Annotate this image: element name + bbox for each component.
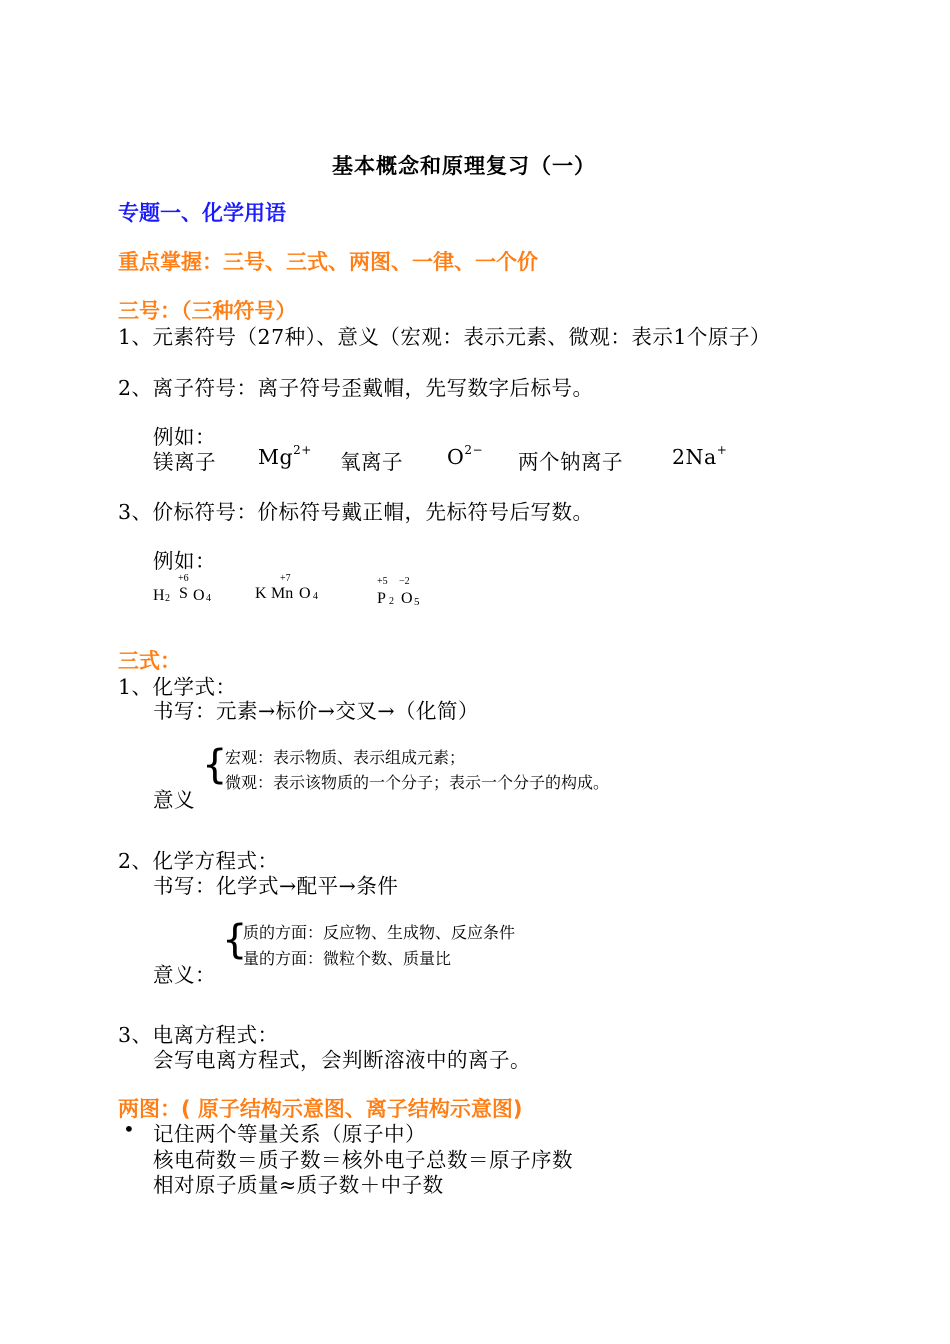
sanhao-heading: 三号：（三种符号） xyxy=(118,299,297,323)
sanhao-item3: 3、价标符号：价标符号戴正帽，先标符号后写数。 xyxy=(118,500,594,524)
topic-heading: 专题一、化学用语 xyxy=(118,201,286,225)
example-label-2: 例如： xyxy=(153,549,216,573)
liangtu-b2: 核电荷数＝质子数＝核外电子总数＝原子序数 xyxy=(153,1148,573,1172)
brace-icon-2: { xyxy=(222,917,248,963)
sanshi-write3: 会写电离方程式，会判断溶液中的离子。 xyxy=(153,1048,531,1072)
sanhao-item1: 1、元素符号（27种）、意义（宏观：表示元素、微观：表示1个原子） xyxy=(118,325,771,349)
ion-example-name-1: 镁离子 xyxy=(153,450,216,474)
ion-example-symbol-1: $Mg^{2+}$ xyxy=(258,443,312,469)
ion-example-name-3: 两个钠离子 xyxy=(518,450,623,474)
sanshi-item3: 3、电离方程式： xyxy=(118,1023,279,1047)
valence-formula-h2so4: H 2 +6 S O 4 xyxy=(153,573,211,604)
meaning1-macro: 宏观：表示物质、表示组成元素； xyxy=(225,748,466,767)
bullet-icon: • xyxy=(123,1117,135,1141)
sanshi-item2: 2、化学方程式： xyxy=(118,849,279,873)
page-title: 基本概念和原理复习（一） xyxy=(332,153,596,178)
valence-formula-kmno4: K +7 Mn O 4 xyxy=(255,573,318,602)
ion-example-symbol-3: 2Na+ xyxy=(672,443,728,469)
sanshi-write2: 书写：化学式→配平→条件 xyxy=(153,874,399,898)
liangtu-heading: 两图：( 原子结构示意图、离子结构示意图) xyxy=(118,1097,523,1121)
sanshi-write1: 书写：元素→标价→交叉→（化简） xyxy=(153,699,480,723)
liangtu-b1: 记住两个等量关系（原子中） xyxy=(153,1122,426,1146)
valence-formula-p2o5: +5 −2 P 2 O 5 xyxy=(377,576,420,608)
example-label: 例如： xyxy=(153,425,216,449)
sanshi-heading: 三式： xyxy=(118,649,181,673)
liangtu-b3: 相对原子质量≈质子数＋中子数 xyxy=(153,1173,444,1197)
meaning1-micro: 微观：表示该物质的一个分子；表示一个分子的构成。 xyxy=(225,773,610,792)
brace-icon-1: { xyxy=(202,742,228,788)
sanshi-item1: 1、化学式： xyxy=(118,675,237,699)
key-points-heading: 重点掌握：三号、三式、两图、一律、一个价 xyxy=(118,250,538,274)
ion-example-name-2: 氧离子 xyxy=(340,450,403,474)
sanhao-item2: 2、离子符号：离子符号歪戴帽，先写数字后标号。 xyxy=(118,376,594,400)
meaning-label-1: 意义 xyxy=(153,788,195,812)
meaning2-quality: 质的方面：反应物、生成物、反应条件 xyxy=(243,923,516,942)
meaning2-quantity: 量的方面：微粒个数、质量比 xyxy=(243,949,452,968)
meaning-label-2: 意义： xyxy=(153,963,216,987)
ion-example-symbol-2: $O^{2-}$ xyxy=(447,443,484,469)
